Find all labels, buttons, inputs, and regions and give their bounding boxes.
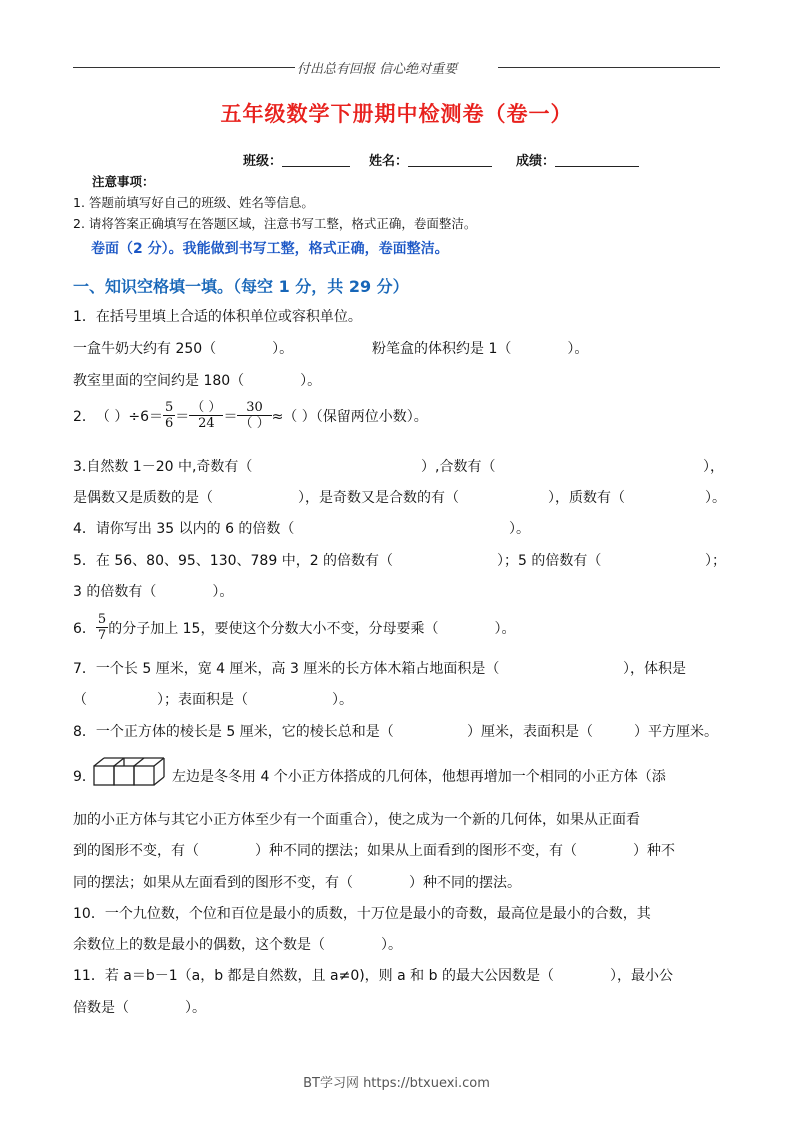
q11-line1: 11．若 a＝b－1（a，b 都是自然数，且 a≠0)，则 a 和 b 的最大公因数是（ ），最小公 <box>73 968 673 984</box>
q2-fraction-3: $\frac{30}{( )}$ <box>239 400 270 431</box>
q9-line4: 同的摆法；如果从左面看到的图形不变，有（ ）种不同的摆法。 <box>73 875 521 891</box>
q5-b: ）；5 的倍数有（ <box>497 553 602 569</box>
neatness-note: 卷面（2 分）。我能做到书写工整，格式正确，卷面整洁。 <box>91 241 449 257</box>
motto-rule-left <box>73 67 295 68</box>
q11-line2: 倍数是（ ）。 <box>73 1000 206 1016</box>
q6-fraction: $\frac{5}{7}$ <box>97 612 107 643</box>
q8-b: ）厘米，表面积是（ <box>467 724 593 740</box>
q9-line1: 左边是冬冬用 4 个小正方体搭成的几何体，他想再增加一个相同的小正方体（添 <box>172 769 666 785</box>
q3-line2b: ），是奇数又是合数的有（ <box>298 490 459 506</box>
q1-a: 一盒牛奶大约有 250（ ）。 <box>73 341 294 357</box>
q2-eq-1: ＝ <box>175 408 190 425</box>
q1-c: 教室里面的空间约是 180（ ）。 <box>73 373 322 389</box>
q1-b: 粉笔盒的体积约是 1（ ）。 <box>372 341 589 357</box>
q2-fraction-1: $\frac{5}{6}$ <box>165 400 174 431</box>
name-label: 姓名： <box>369 154 409 169</box>
q3-line2a: 是偶数又是质数的是（ <box>73 490 213 506</box>
section-1-title: 一、知识空格填一填。（每空 1 分，共 29 分） <box>73 277 409 296</box>
q7-b: ），体积是 <box>623 661 686 677</box>
q7-c: （ ）；表面积是（ ）。 <box>73 692 353 708</box>
q2-fraction-2: $\frac{( )}{24}$ <box>191 400 222 431</box>
q7-a: 7．一个长 5 厘米，宽 4 厘米，高 3 厘米的长方体木箱占地面积是（ <box>73 661 500 677</box>
q3-line1a: 3.自然数 1－20 中,奇数有（ <box>73 459 253 475</box>
q2 <box>73 400 428 431</box>
q5-a: 5．在 56、80、95、130、789 中，2 的倍数有（ <box>73 553 394 569</box>
name-field <box>369 150 492 169</box>
header-motto: 付出总有回报 信心绝对重要 <box>297 62 458 77</box>
name-blank[interactable] <box>408 152 492 167</box>
q10-line2: 余数位上的数是最小的偶数，这个数是（ ）。 <box>73 937 402 953</box>
q3-line2c: ），质数有（ <box>548 490 625 506</box>
q2-part1: （ ）÷6＝ <box>95 408 164 425</box>
q3-line1c: ）， <box>703 459 724 475</box>
notes-heading: 注意事项： <box>92 174 155 189</box>
q2-tail: ≈（ ）（保留两位小数）。 <box>271 408 428 425</box>
class-field <box>243 150 350 169</box>
q5-c: ）； <box>705 553 726 569</box>
q9-num: 9． <box>73 769 96 785</box>
q10-line1: 10．一个九位数，个位和百位是最小的质数，十万位是最小的奇数，最高位是最小的合数，其 <box>73 906 651 922</box>
q8-c: ）平方厘米。 <box>634 724 718 740</box>
q2-eq-2: ＝ <box>223 408 238 425</box>
score-field <box>516 150 639 169</box>
q4-a: 4．请你写出 35 以内的 6 的倍数（ <box>73 521 295 537</box>
q4-b: ）。 <box>509 521 530 537</box>
cube-figure-image <box>92 755 168 787</box>
motto-rule-right <box>498 67 720 68</box>
notes-item-1: 1. 答题前填写好自己的班级、姓名等信息。 <box>73 195 314 210</box>
q8-a: 8．一个正方体的棱长是 5 厘米，它的棱长总和是（ <box>73 724 394 740</box>
q9-line2: 加的小正方体与其它小正方体至少有一个面重合），使之成为一个新的几何体，如果从正面看 <box>73 812 640 828</box>
q5-d: 3 的倍数有（ ）。 <box>73 584 234 600</box>
score-label: 成绩： <box>516 154 556 169</box>
q3-line1b: ）,合数有（ <box>421 459 496 475</box>
q1-stem: 1．在括号里填上合适的体积单位或容积单位。 <box>73 309 362 325</box>
q3-line2d: ）。 <box>705 490 726 506</box>
notes-item-2: 2. 请将答案正确填写在答题区域，注意书写工整，格式正确，卷面整洁。 <box>73 216 477 231</box>
score-blank[interactable] <box>555 152 639 167</box>
q6-text: 的分子加上 15，要使这个分数大小不变，分母要乘（ ）。 <box>108 620 516 637</box>
q6-num: 6． <box>73 620 96 637</box>
q6 <box>73 612 515 643</box>
q2-num: 2． <box>73 408 96 425</box>
footer-watermark[interactable]: BT学习网 https://btxuexi.com <box>303 1076 490 1091</box>
class-blank[interactable] <box>282 152 350 167</box>
q9-line3: 到的图形不变，有（ ）种不同的摆法；如果从上面看到的图形不变，有（ ）种不 <box>73 843 675 859</box>
page-title: 五年级数学下册期中检测卷（卷一） <box>220 102 573 126</box>
class-label: 班级： <box>243 154 283 169</box>
